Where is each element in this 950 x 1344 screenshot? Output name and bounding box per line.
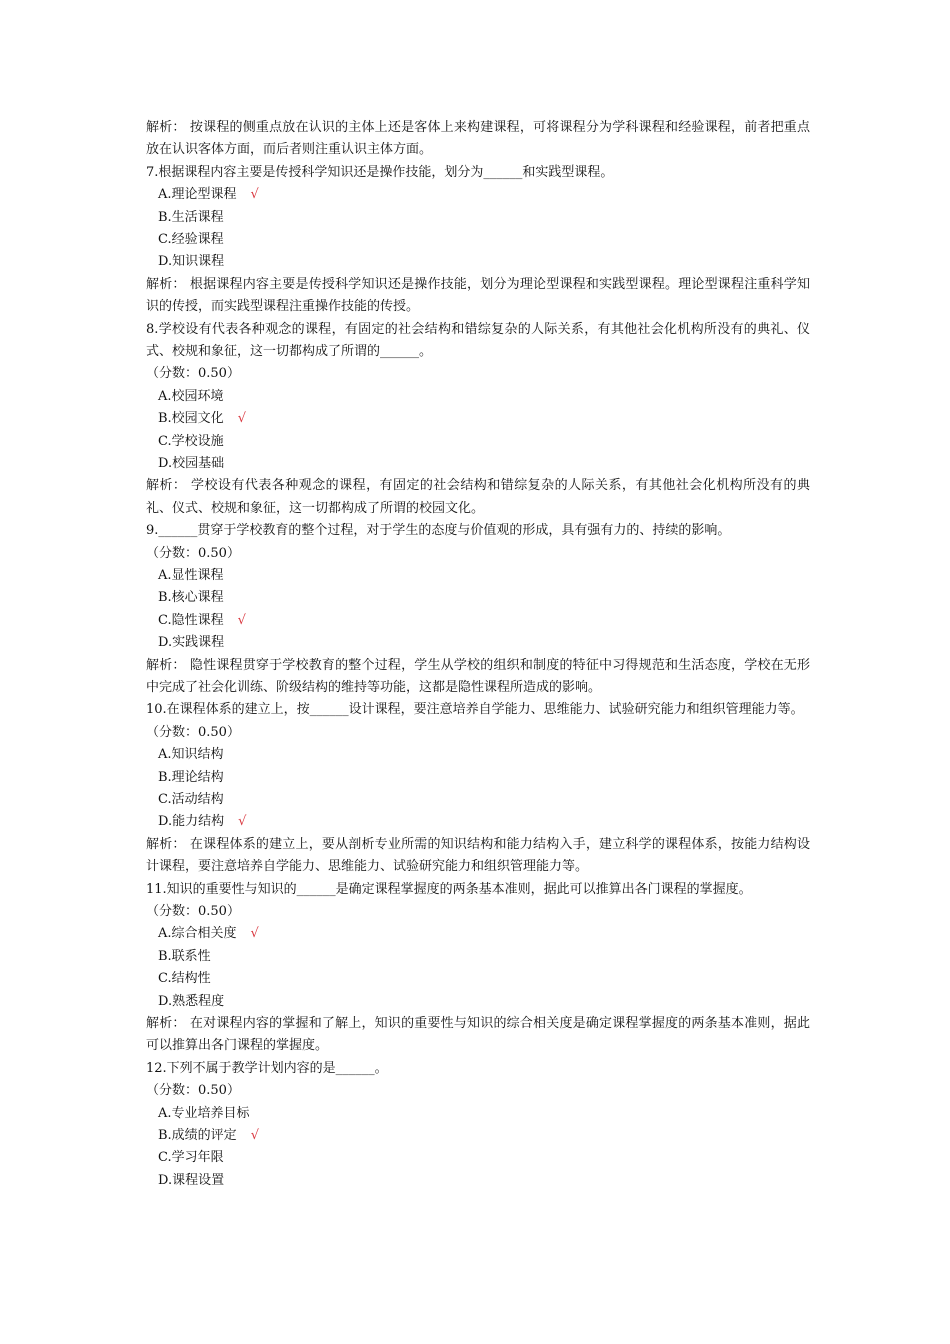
option-label: A.校园环境 — [158, 388, 224, 404]
question-block — [146, 520, 810, 699]
option-item[interactable] — [146, 251, 810, 273]
analysis-text: 解析： 根据课程内容主要是传授科学知识还是操作技能，划分为理论型课程和实践型课程。理论型课程注重科学知识的传授，而实践型课程注重操作技能的传授。 — [146, 276, 810, 315]
option-item[interactable] — [146, 991, 810, 1013]
question-stem: 7.根据课程内容主要是传授科学知识还是操作技能，划分为______和实践型课程。 — [146, 164, 614, 180]
option-label: D.课程设置 — [158, 1172, 225, 1188]
correct-check-icon: √ — [250, 187, 259, 203]
correct-check-icon: √ — [250, 926, 259, 942]
option-label: C.活动结构 — [158, 791, 224, 807]
option-label: C.学习年限 — [158, 1150, 224, 1166]
option-label: A.显性课程 — [158, 568, 224, 583]
option-item[interactable] — [146, 811, 810, 833]
option-item[interactable] — [146, 789, 810, 811]
option-item[interactable] — [146, 923, 810, 945]
question-score: （分数：0.50） — [146, 1083, 240, 1099]
correct-check-icon: √ — [238, 814, 247, 830]
question-block — [146, 699, 810, 878]
question-block — [146, 319, 810, 521]
option-label: B.理论结构 — [158, 769, 224, 785]
correct-check-icon: √ — [250, 1127, 259, 1143]
option-item[interactable] — [146, 565, 810, 587]
option-label: B.生活课程 — [158, 209, 224, 225]
option-label: B.联系性 — [158, 948, 211, 964]
option-label: D.能力结构 — [158, 814, 225, 830]
option-label: D.熟悉程度 — [158, 993, 225, 1009]
option-label: A.知识结构 — [158, 747, 224, 763]
option-item[interactable] — [146, 632, 810, 654]
analysis-text: 解析： 在课程体系的建立上，要从剖析专业所需的知识结构和能力结构入手，建立科学的课程体系，按能力结构设计课程，要注意培养自学能力、思维能力、试验研究能力和组织管理能力等。 — [146, 836, 810, 875]
analysis-text: 解析： 学校设有代表各种观念的课程，有固定的社会结构和错综复杂的人际关系，有其他社会化机构所没有的典礼、仪式、校规和象征，这一切都构成了所谓的校园文化。 — [146, 478, 810, 516]
option-item[interactable] — [146, 431, 810, 453]
question-stem: 8.学校设有代表各种观念的课程，有固定的社会结构和错综复杂的人际关系，有其他社会化机构所没有的典礼、仪式、校规和象征，这一切都构成了所谓的______。 — [146, 321, 810, 359]
option-label: A.综合相关度 — [158, 926, 237, 942]
option-item[interactable] — [146, 744, 810, 766]
option-item[interactable] — [146, 1103, 810, 1125]
question-score: （分数：0.50） — [146, 366, 240, 382]
question-block — [146, 879, 810, 1058]
question-stem: 9.______贯穿于学校教育的整个过程，对于学生的态度与价值观的形成，具有强有力的、持续的影响。 — [146, 523, 731, 539]
analysis-text: 解析： 按课程的侧重点放在认识的主体上还是客体上来构建课程，可将课程分为学科课程和经验课程，前者把重点放在认识客体方面，而后者则注重认识主体方面。 — [146, 120, 810, 158]
option-item[interactable] — [146, 453, 810, 475]
option-item[interactable] — [146, 587, 810, 609]
option-item[interactable] — [146, 610, 810, 632]
option-label: C.结构性 — [158, 971, 211, 987]
option-label: A.专业培养目标 — [158, 1105, 250, 1121]
option-label: D.实践课程 — [158, 635, 225, 651]
question-block — [146, 1058, 810, 1192]
option-item[interactable] — [146, 408, 810, 430]
option-item[interactable] — [146, 184, 810, 206]
option-label: C.隐性课程 — [158, 612, 224, 628]
option-item[interactable] — [146, 229, 810, 251]
question-score: （分数：0.50） — [146, 545, 240, 561]
question-score: （分数：0.50） — [146, 724, 240, 740]
question-score: （分数：0.50） — [146, 903, 240, 919]
option-label: C.学校设施 — [158, 433, 224, 449]
option-label: D.知识课程 — [158, 254, 225, 270]
option-item[interactable] — [146, 1170, 810, 1192]
option-item[interactable] — [146, 207, 810, 229]
option-label: A.理论型课程 — [158, 187, 237, 203]
analysis-text: 解析： 在对课程内容的掌握和了解上，知识的重要性与知识的综合相关度是确定课程掌握度的两条基本准则，据此可以推算出各门课程的掌握度。 — [146, 1015, 810, 1054]
option-item[interactable] — [146, 1125, 810, 1147]
option-item[interactable] — [146, 1147, 810, 1169]
analysis-text: 解析： 隐性课程贯穿于学校教育的整个过程，学生从学校的组织和制度的特征中习得规范和生活态度，学校在无形中完成了社会化训练、阶级结构的维持等功能，这都是隐性课程所造成的影响。 — [146, 657, 810, 695]
option-item[interactable] — [146, 386, 810, 408]
option-item[interactable] — [146, 968, 810, 990]
correct-check-icon: √ — [237, 411, 246, 427]
option-label: B.成绩的评定 — [158, 1127, 237, 1143]
question-stem: 11.知识的重要性与知识的______是确定课程掌握度的两条基本准则，据此可以推算出各门课程的掌握度。 — [146, 881, 752, 897]
option-item[interactable] — [146, 946, 810, 968]
question-stem: 12.下列不属于教学计划内容的是______。 — [146, 1060, 388, 1076]
question-block — [146, 162, 810, 319]
option-label: B.核心课程 — [158, 590, 224, 606]
document-body — [146, 117, 810, 1192]
option-item[interactable] — [146, 767, 810, 789]
option-label: B.校园文化 — [158, 411, 224, 427]
correct-check-icon: √ — [237, 612, 246, 628]
option-label: D.校园基础 — [158, 455, 225, 471]
question-stem: 10.在课程体系的建立上，按______设计课程，要注意培养自学能力、思维能力、试验研究能力和组织管理能力等。 — [146, 702, 804, 718]
option-label: C.经验课程 — [158, 232, 224, 247]
